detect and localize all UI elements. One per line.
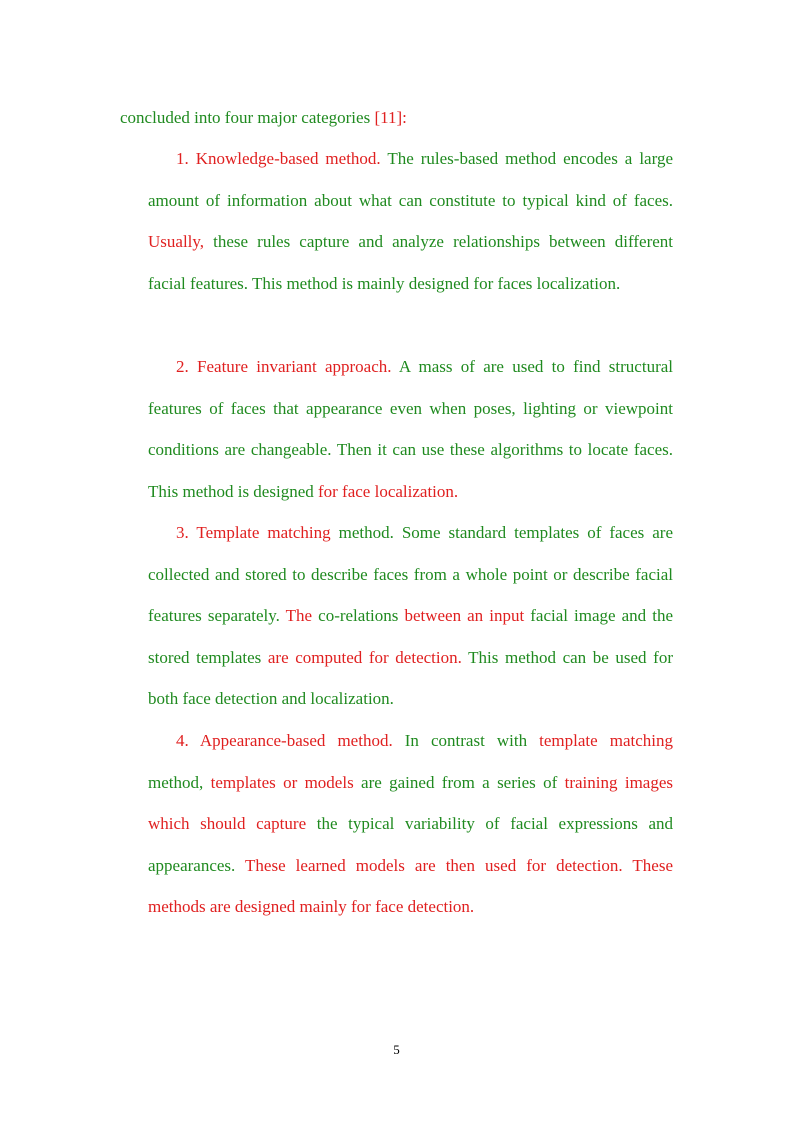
item-segment: 1. Knowledge-based method. [176,149,381,168]
category-template-matching [148,512,673,720]
category-knowledge-based [148,138,673,304]
category-feature-invariant [148,346,673,512]
item-segment: Usually, [148,232,205,252]
intro-citation: [11]: [374,108,407,127]
item-segment: 4. Appearance-based method. [176,731,393,750]
item-segment: This method can be used for both face detection and localization. [148,647,673,709]
item-segment: These learned models are then used for detection. These methods are designed mainly for face detection. [148,855,673,917]
item-segment: The rules-based method encodes a large amount of information about what can constitute to typical kind of faces. [148,149,673,210]
intro-line [120,106,680,130]
item-segment: training images which should capture [148,772,673,834]
page-number: 5 [393,1042,400,1057]
item-segment: for face localization. [317,481,459,501]
item-segment: these rules capture and analyze relationships between different facial features. This method is mainly designed for faces localization. [148,232,673,293]
category-appearance-based [148,720,673,928]
item-segment: facial image and the stored templates [148,606,673,667]
intro-text: concluded into four major categories [120,108,375,127]
item-segment: are gained from a series of [353,772,565,792]
item-segment: templates or models [210,772,354,792]
item-segment: method, [148,772,211,792]
item-segment: method. Some standard templates of faces are collected and stored to describe faces from a whole point or describe facial features separately. [148,523,673,626]
item-segment: between an input [404,606,525,626]
item-segment: 2. Feature invariant approach. [176,357,392,376]
item-segment: co-relations [312,606,405,626]
item-segment: In contrast with [392,731,540,750]
item-segment: A mass of are used to find structural features of faces that appearance even when poses, lighting or viewpoint conditions are changeable. Then it can use these algorithms to locate faces. This method is designed [148,357,674,501]
item-segment: template matching [539,731,673,750]
item-segment: the typical variability of facial expressions and appearances. [148,814,674,875]
item-segment: The [285,606,313,626]
item-segment: are computed for detection. [267,647,462,667]
item-segment: 3. Template matching [176,523,331,542]
